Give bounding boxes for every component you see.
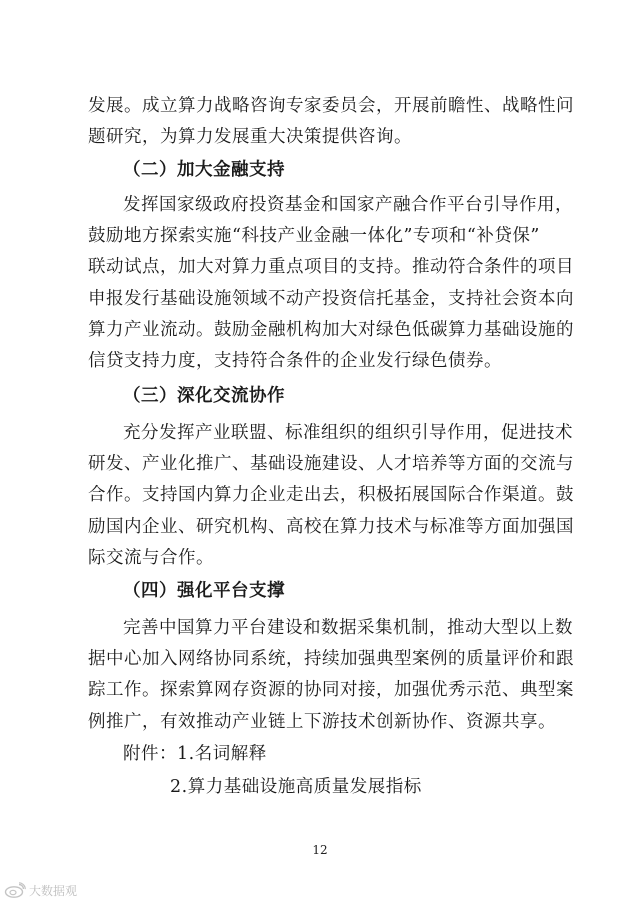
paragraph-line: 际交流与合作。 xyxy=(88,547,214,568)
paragraph-line: 例推广，有效推动产业链上下游技术创新协作、资源共享。 xyxy=(88,711,556,732)
paragraph-line: 踪工作。探索算网存资源的协同对接，加强优秀示范、典型案 xyxy=(88,680,574,701)
section-heading-finance: （二）加大金融支持 xyxy=(123,160,285,180)
paragraph-line: 研发、产业化推广、基础设施建设、人才培养等方面的交流与 xyxy=(88,454,574,475)
attachment-label: 附件： xyxy=(123,744,177,764)
paragraph-2 xyxy=(88,190,574,377)
paragraph-3 xyxy=(88,418,574,574)
paragraph-line: 发挥国家级政府投资基金和国家产融合作平台引导作用， xyxy=(123,195,573,215)
paragraph-line: 算力产业流动。鼓励金融机构加大对绿色低碳算力基础设施的 xyxy=(88,319,574,340)
paragraph-line: 充分发挥产业联盟、标准组织的组织引导作用，促进技术 xyxy=(123,423,573,443)
paragraph-1 xyxy=(88,91,574,153)
paragraph-line: 据中心加入网络协同系统，持续加强典型案例的质量评价和跟 xyxy=(88,649,574,670)
paragraph-line: 鼓励地方探索实施“科技产业金融一体化”专项和“补贷保” xyxy=(88,226,540,247)
paragraph-4 xyxy=(88,613,574,738)
attachment-line-1 xyxy=(123,739,267,770)
watermark xyxy=(4,880,77,900)
section-heading-exchange: （三）深化交流协作 xyxy=(123,386,285,406)
page-number: 12 xyxy=(312,843,328,857)
section-heading-platform: （四）强化平台支撑 xyxy=(123,581,285,601)
paragraph-line: 题研究，为算力发展重大决策提供咨询。 xyxy=(88,127,412,148)
paragraph-line: 发展。成立算力战略咨询专家委员会，开展前瞻性、战略性问 xyxy=(88,96,574,116)
paragraph-line: 联动试点，加大对算力重点项目的支持。推动符合条件的项目 xyxy=(88,257,574,278)
attachment-item-glossary: 1.名词解释 xyxy=(177,744,267,764)
weibo-logo-icon xyxy=(4,882,26,898)
paragraph-line: 申报发行基础设施领域不动产投资信托基金，支持社会资本向 xyxy=(88,288,574,309)
paragraph-line: 信贷支持力度，支持符合条件的企业发行绿色债券。 xyxy=(88,351,502,372)
paragraph-line: 励国内企业、研究机构、高校在算力技术与标准等方面加强国 xyxy=(88,516,574,537)
paragraph-line: 完善中国算力平台建设和数据采集机制，推动大型以上数 xyxy=(123,618,573,638)
watermark-text: 大数据观 xyxy=(29,883,78,898)
attachment-item-indicators: 2.算力基础设施高质量发展指标 xyxy=(170,777,422,797)
paragraph-line: 合作。支持国内算力企业走出去，积极拓展国际合作渠道。鼓 xyxy=(88,485,574,506)
